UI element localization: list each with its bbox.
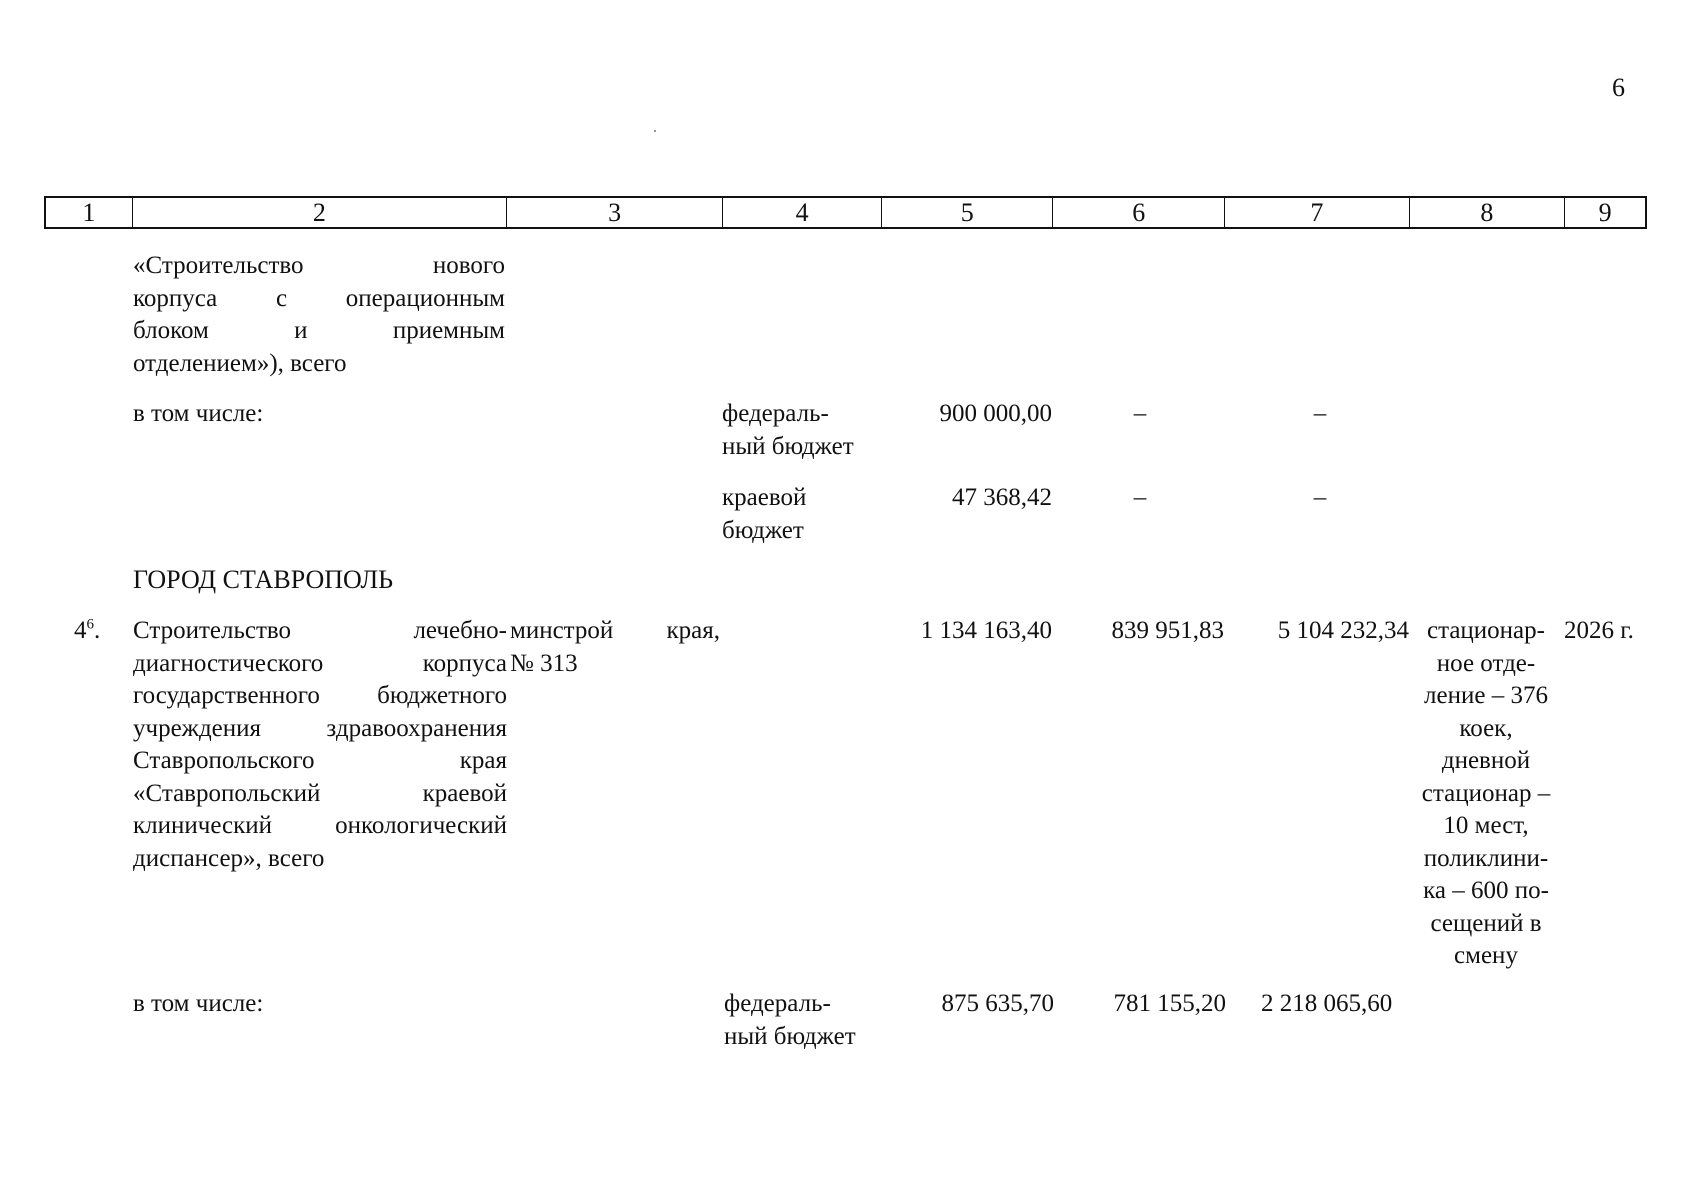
capacity-line: дневной [1441,747,1531,774]
block2-incl-label: в том числе: [133,990,264,1017]
header-col-4: 4 [723,198,882,227]
capacity-line: поликлини- [1423,844,1549,872]
block1-row2-col5: 47 368,42 [952,484,1052,511]
block2-name-line: «Ставропольский краевой [133,779,507,807]
header-col-2: 2 [133,198,507,227]
row-number-footnote: 6 [86,616,94,633]
header-col-5: 5 [882,198,1054,227]
header-col-1: 1 [46,198,133,227]
block1-row2-col6: – [1133,484,1147,511]
header-col-7: 7 [1225,198,1410,227]
block2-name-line: Строительство лечебно- [133,617,507,644]
block2-row1-col5: 875 635,70 [941,990,1054,1017]
header-col-3: 3 [507,198,723,227]
block2-name-line: диагностического корпуса [133,649,507,677]
block2-customer [510,615,720,680]
customer-line: минстрой края, [510,617,720,644]
table-header-row [44,196,1647,229]
block2-name-line: государственного бюджетного [133,682,507,709]
capacity-line: ка – 600 по- [1423,877,1549,904]
block1-name-line: корпуса с операционным [133,284,505,312]
source-line: ный бюджет [722,432,854,460]
header-col-8: 8 [1410,198,1566,227]
block2-name-line: учреждения здравоохранения [133,714,507,742]
block2-name-line: диспансер», всего [133,844,325,872]
header-col-6: 6 [1053,198,1225,227]
block1-name-line: «Строительство нового [133,252,505,279]
row-number-suffix: . [94,617,101,644]
block1-row1-col7: – [1313,400,1327,427]
block2-name-line: клинический онкологический [133,812,507,839]
capacity-line: 10 мест, [1443,812,1529,839]
block2-object-name [133,615,507,875]
source-line: краевой [722,484,807,511]
block1-row1-col6: – [1133,400,1147,427]
source-line: бюджет [722,516,804,544]
block2-row1-col6: 781 155,20 [1113,990,1226,1017]
block1-row2-source [722,482,882,547]
row-number: 4 [74,617,87,644]
capacity-line: ное отде- [1436,649,1536,677]
block2-col5: 1 134 163,40 [920,617,1052,644]
block2-year: 2026 г. [1564,617,1634,644]
block2-name-line: Ставропольского края [133,747,507,774]
block2-row1-col7: 2 218 065,60 [1261,990,1393,1017]
page-number: 6 [1612,73,1625,102]
customer-line: № 313 [510,649,578,677]
capacity-line: сещений в [1430,909,1542,937]
block1-row2-col7: – [1313,484,1327,511]
block1-incl-label: в том числе: [133,400,264,427]
source-line: ный бюджет [724,1022,856,1050]
block2-row1-source [724,988,884,1053]
section-title: ГОРОД СТАВРОПОЛЬ [133,565,394,594]
block2-row-number [74,615,100,648]
source-line: федераль- [722,400,829,427]
block2-col6: 839 951,83 [1111,617,1224,644]
source-line: федераль- [724,990,831,1017]
header-col-9: 9 [1598,198,1612,227]
capacity-line: стационар- [1427,617,1545,644]
capacity-line: ление – 376 [1424,682,1548,709]
block1-row1-source [722,398,882,463]
block1-name-line: отделением»), всего [133,349,347,377]
block1-object-name [133,250,505,380]
capacity-line: стационар – [1421,779,1551,807]
block2-capacity [1408,615,1564,973]
capacity-line: коек, [1459,714,1513,742]
block2-col7: 5 104 232,34 [1277,617,1409,644]
block1-row1-col5: 900 000,00 [939,400,1052,427]
scan-dot [654,130,656,132]
capacity-line: смену [1454,942,1518,969]
block1-name-line: блоком и приемным [133,317,505,344]
